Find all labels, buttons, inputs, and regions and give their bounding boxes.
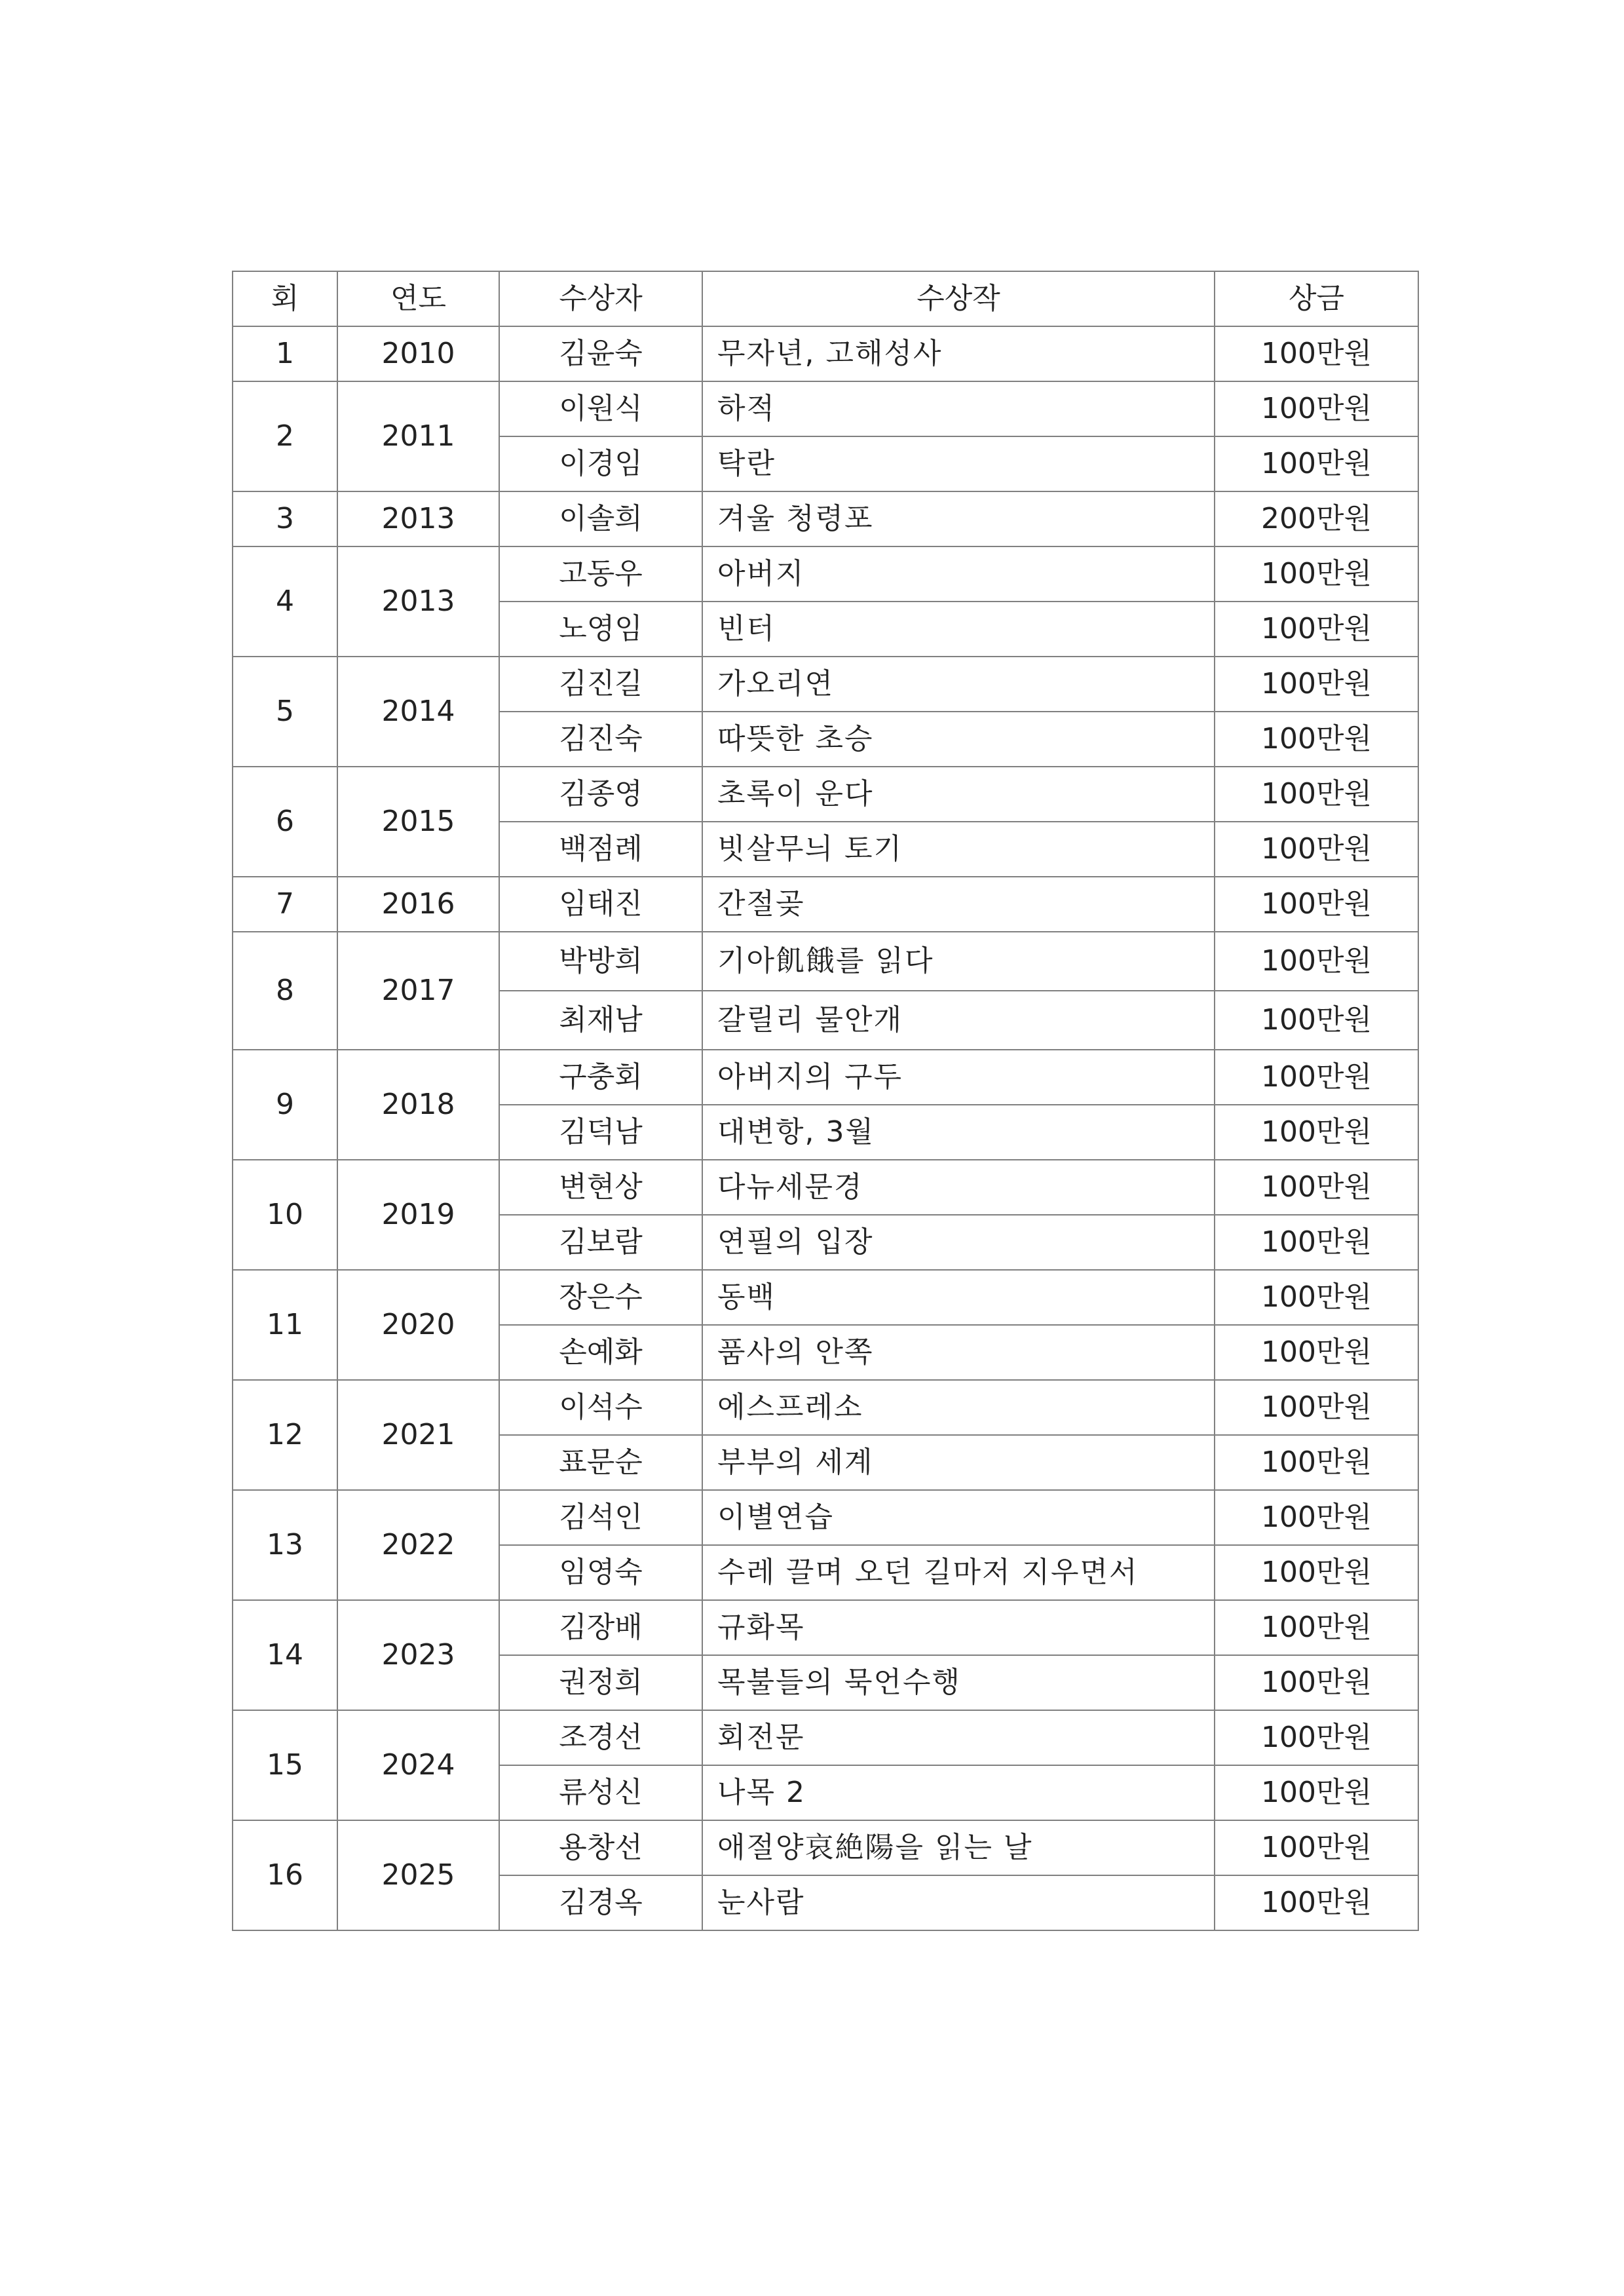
round-cell: 16 xyxy=(233,1820,337,1930)
table-row xyxy=(233,381,1418,436)
winner-cell: 장은수 xyxy=(499,1270,702,1325)
header-prize: 상금 xyxy=(1215,271,1418,326)
prize-cell: 100만원 xyxy=(1215,1600,1418,1655)
winner-cell: 최재남 xyxy=(499,991,702,1050)
table-row xyxy=(233,491,1418,546)
table-row xyxy=(233,1270,1418,1325)
year-cell: 2015 xyxy=(337,767,499,877)
year-cell: 2014 xyxy=(337,657,499,767)
winner-cell: 용창선 xyxy=(499,1820,702,1875)
winner-cell: 류성신 xyxy=(499,1765,702,1820)
year-cell: 2013 xyxy=(337,491,499,546)
header-row xyxy=(233,271,1418,326)
table-row xyxy=(233,1600,1418,1655)
award-winners-table xyxy=(232,271,1419,1931)
prize-cell: 100만원 xyxy=(1215,1655,1418,1710)
winner-cell: 이석수 xyxy=(499,1380,702,1435)
work-cell: 에스프레소 xyxy=(702,1380,1215,1435)
header-work: 수상작 xyxy=(702,271,1215,326)
work-cell: 이별연습 xyxy=(702,1490,1215,1545)
work-cell: 다뉴세문경 xyxy=(702,1160,1215,1215)
round-cell: 2 xyxy=(233,381,337,491)
table-row xyxy=(233,932,1418,991)
work-cell: 초록이 운다 xyxy=(702,767,1215,822)
winner-cell: 김윤숙 xyxy=(499,326,702,381)
prize-cell: 100만원 xyxy=(1215,436,1418,491)
year-cell: 2022 xyxy=(337,1490,499,1600)
prize-cell: 100만원 xyxy=(1215,877,1418,932)
table-row xyxy=(233,326,1418,381)
work-cell: 간절곶 xyxy=(702,877,1215,932)
year-cell: 2016 xyxy=(337,877,499,932)
table-row xyxy=(233,546,1418,602)
winner-cell: 표문순 xyxy=(499,1435,702,1490)
prize-cell: 100만원 xyxy=(1215,1765,1418,1820)
winner-cell: 김석인 xyxy=(499,1490,702,1545)
header-year: 연도 xyxy=(337,271,499,326)
round-cell: 9 xyxy=(233,1050,337,1160)
prize-cell: 100만원 xyxy=(1215,1270,1418,1325)
work-cell: 따뜻한 초승 xyxy=(702,712,1215,767)
round-cell: 15 xyxy=(233,1710,337,1820)
winner-cell: 노영임 xyxy=(499,602,702,657)
winner-cell: 백점례 xyxy=(499,822,702,877)
round-cell: 7 xyxy=(233,877,337,932)
round-cell: 6 xyxy=(233,767,337,877)
work-cell: 부부의 세계 xyxy=(702,1435,1215,1490)
winner-cell: 이경임 xyxy=(499,436,702,491)
year-cell: 2023 xyxy=(337,1600,499,1710)
work-cell: 아버지 xyxy=(702,546,1215,602)
work-cell: 동백 xyxy=(702,1270,1215,1325)
year-cell: 2017 xyxy=(337,932,499,1050)
header-winner: 수상자 xyxy=(499,271,702,326)
work-cell: 겨울 청령포 xyxy=(702,491,1215,546)
prize-cell: 100만원 xyxy=(1215,991,1418,1050)
prize-cell: 100만원 xyxy=(1215,1545,1418,1600)
work-cell: 수레 끌며 오던 길마저 지우면서 xyxy=(702,1545,1215,1600)
prize-cell: 100만원 xyxy=(1215,1160,1418,1215)
prize-cell: 100만원 xyxy=(1215,1325,1418,1380)
winner-cell: 박방희 xyxy=(499,932,702,991)
winner-cell: 이솔희 xyxy=(499,491,702,546)
prize-cell: 100만원 xyxy=(1215,1490,1418,1545)
round-cell: 4 xyxy=(233,546,337,657)
prize-cell: 100만원 xyxy=(1215,767,1418,822)
winner-cell: 김장배 xyxy=(499,1600,702,1655)
prize-cell: 100만원 xyxy=(1215,1105,1418,1160)
prize-cell: 100만원 xyxy=(1215,1875,1418,1930)
prize-cell: 100만원 xyxy=(1215,1710,1418,1765)
winner-cell: 김보람 xyxy=(499,1215,702,1270)
table-row xyxy=(233,767,1418,822)
work-cell: 눈사람 xyxy=(702,1875,1215,1930)
table-row xyxy=(233,1160,1418,1215)
year-cell: 2021 xyxy=(337,1380,499,1490)
work-cell: 목불들의 묵언수행 xyxy=(702,1655,1215,1710)
table-row xyxy=(233,1490,1418,1545)
year-cell: 2013 xyxy=(337,546,499,657)
year-cell: 2010 xyxy=(337,326,499,381)
round-cell: 1 xyxy=(233,326,337,381)
round-cell: 10 xyxy=(233,1160,337,1270)
prize-cell: 200만원 xyxy=(1215,491,1418,546)
round-cell: 14 xyxy=(233,1600,337,1710)
winner-cell: 임영숙 xyxy=(499,1545,702,1600)
table-row xyxy=(233,1820,1418,1875)
winner-cell: 김진길 xyxy=(499,657,702,712)
work-cell: 대변항, 3월 xyxy=(702,1105,1215,1160)
prize-cell: 100만원 xyxy=(1215,546,1418,602)
table-row xyxy=(233,657,1418,712)
winner-cell: 김덕남 xyxy=(499,1105,702,1160)
winner-cell: 손예화 xyxy=(499,1325,702,1380)
year-cell: 2011 xyxy=(337,381,499,491)
prize-cell: 100만원 xyxy=(1215,381,1418,436)
work-cell: 갈릴리 물안개 xyxy=(702,991,1215,1050)
table-row xyxy=(233,1050,1418,1105)
work-cell: 아버지의 구두 xyxy=(702,1050,1215,1105)
work-cell: 규화목 xyxy=(702,1600,1215,1655)
work-cell: 회전문 xyxy=(702,1710,1215,1765)
prize-cell: 100만원 xyxy=(1215,326,1418,381)
table-row xyxy=(233,1380,1418,1435)
round-cell: 13 xyxy=(233,1490,337,1600)
round-cell: 5 xyxy=(233,657,337,767)
prize-cell: 100만원 xyxy=(1215,822,1418,877)
header-round: 회 xyxy=(233,271,337,326)
table-row xyxy=(233,1710,1418,1765)
work-cell: 나목 2 xyxy=(702,1765,1215,1820)
work-cell: 무자년, 고해성사 xyxy=(702,326,1215,381)
year-cell: 2019 xyxy=(337,1160,499,1270)
table-body xyxy=(233,326,1418,1930)
work-cell: 기아飢餓를 읽다 xyxy=(702,932,1215,991)
year-cell: 2018 xyxy=(337,1050,499,1160)
prize-cell: 100만원 xyxy=(1215,1215,1418,1270)
winner-cell: 임태진 xyxy=(499,877,702,932)
round-cell: 8 xyxy=(233,932,337,1050)
prize-cell: 100만원 xyxy=(1215,657,1418,712)
winner-cell: 구충회 xyxy=(499,1050,702,1105)
table-row xyxy=(233,877,1418,932)
prize-cell: 100만원 xyxy=(1215,712,1418,767)
prize-cell: 100만원 xyxy=(1215,1820,1418,1875)
work-cell: 탁란 xyxy=(702,436,1215,491)
winner-cell: 고동우 xyxy=(499,546,702,602)
winner-cell: 김경옥 xyxy=(499,1875,702,1930)
round-cell: 3 xyxy=(233,491,337,546)
prize-cell: 100만원 xyxy=(1215,1380,1418,1435)
year-cell: 2024 xyxy=(337,1710,499,1820)
work-cell: 품사의 안쪽 xyxy=(702,1325,1215,1380)
round-cell: 11 xyxy=(233,1270,337,1380)
prize-cell: 100만원 xyxy=(1215,1435,1418,1490)
winner-cell: 김종영 xyxy=(499,767,702,822)
year-cell: 2020 xyxy=(337,1270,499,1380)
round-cell: 12 xyxy=(233,1380,337,1490)
year-cell: 2025 xyxy=(337,1820,499,1930)
work-cell: 빗살무늬 토기 xyxy=(702,822,1215,877)
winner-cell: 변현상 xyxy=(499,1160,702,1215)
winner-cell: 권정희 xyxy=(499,1655,702,1710)
prize-cell: 100만원 xyxy=(1215,932,1418,991)
work-cell: 빈터 xyxy=(702,602,1215,657)
work-cell: 가오리연 xyxy=(702,657,1215,712)
work-cell: 연필의 입장 xyxy=(702,1215,1215,1270)
prize-cell: 100만원 xyxy=(1215,602,1418,657)
work-cell: 애절양哀絶陽을 읽는 날 xyxy=(702,1820,1215,1875)
winner-cell: 조경선 xyxy=(499,1710,702,1765)
prize-cell: 100만원 xyxy=(1215,1050,1418,1105)
winner-cell: 이원식 xyxy=(499,381,702,436)
winner-cell: 김진숙 xyxy=(499,712,702,767)
work-cell: 하적 xyxy=(702,381,1215,436)
